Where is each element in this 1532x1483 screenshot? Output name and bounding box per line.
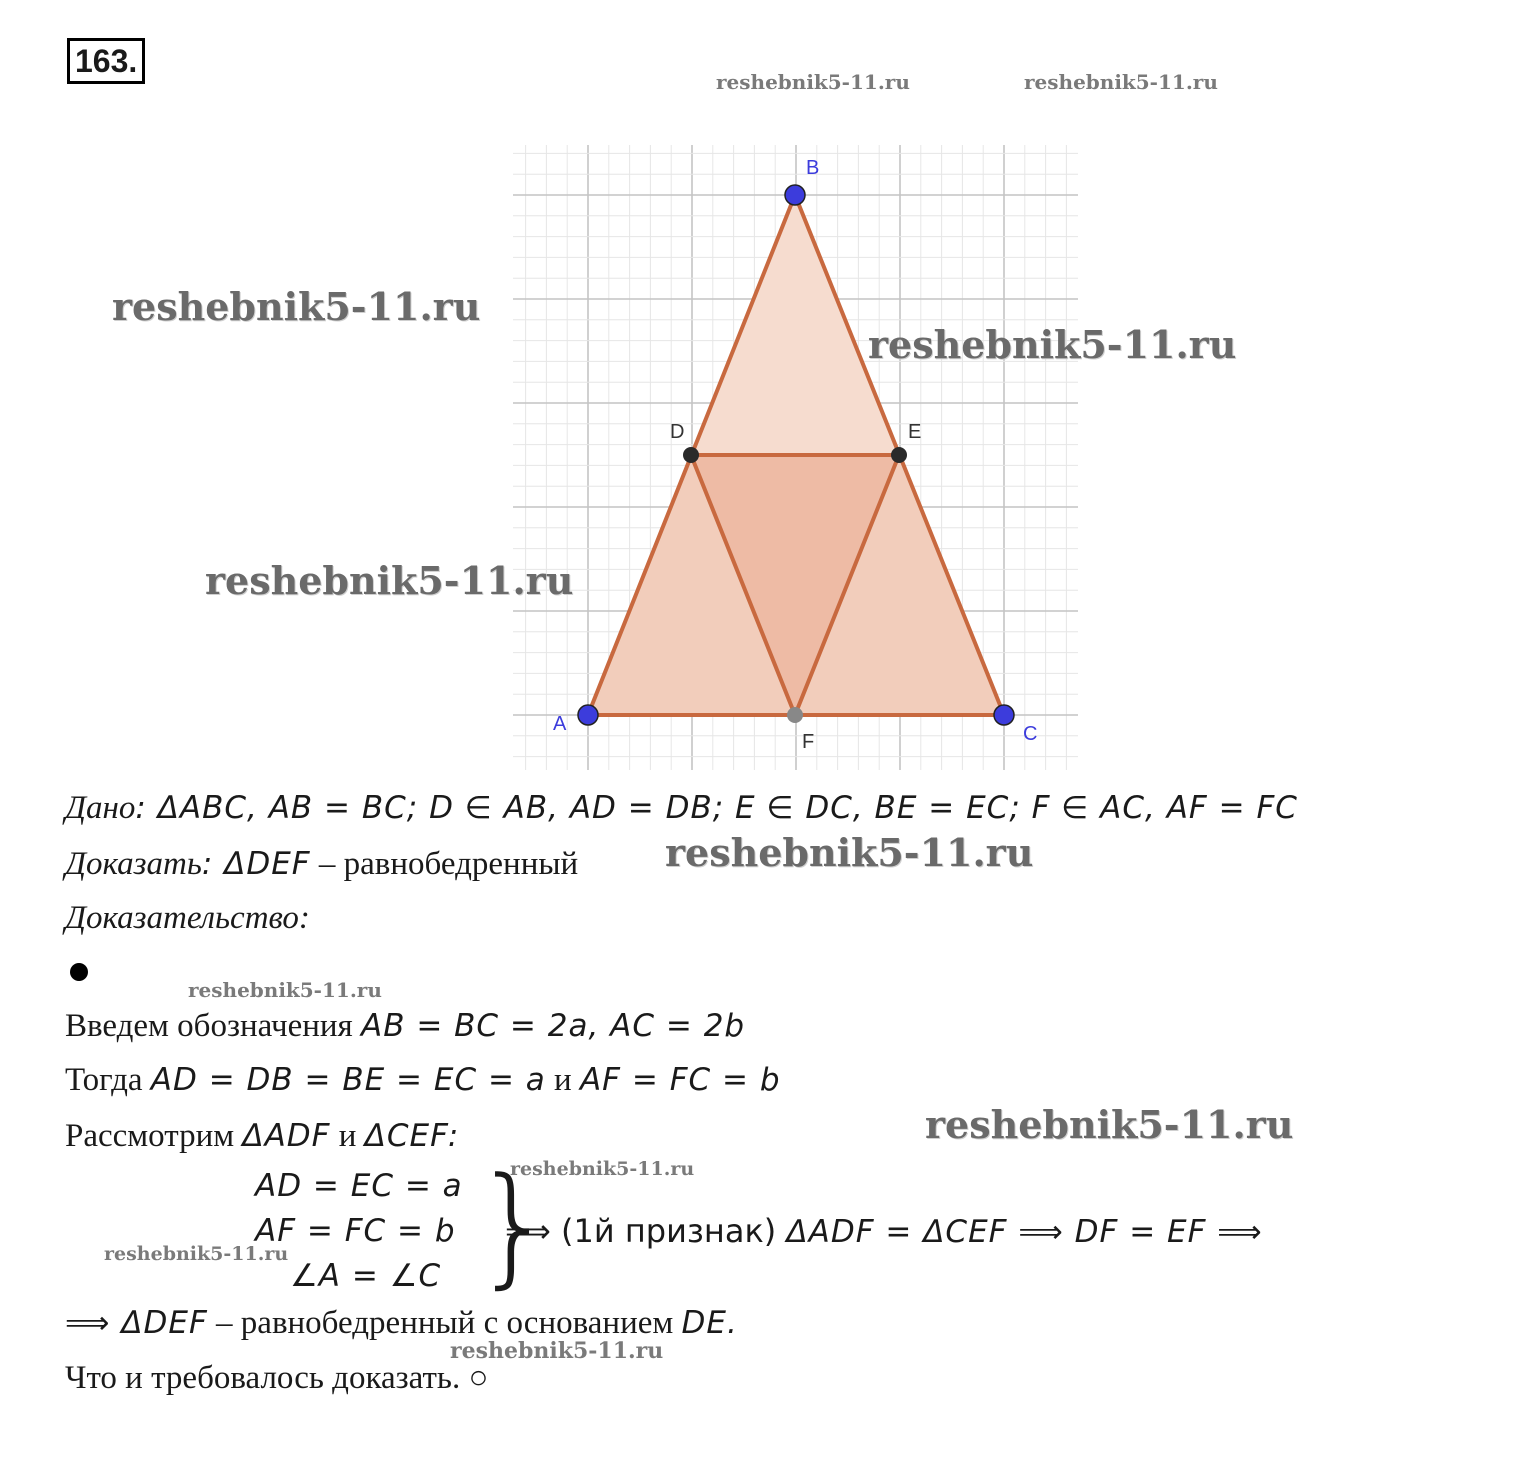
system-row-2: AF = FC = b xyxy=(255,1213,456,1249)
system-result-text: ⟹ (1й признак) xyxy=(505,1212,787,1250)
consider-text: Рассмотрим xyxy=(65,1118,243,1154)
system-result xyxy=(505,1212,1263,1250)
conclusion-math-1: ⟹ ΔDEF xyxy=(65,1305,208,1341)
vertex-b xyxy=(785,185,805,205)
watermark: reshebnik5-11.ru xyxy=(112,284,481,329)
prove-line xyxy=(65,846,578,883)
notation-math: AB = BC = 2a, AC = 2b xyxy=(361,1008,746,1044)
watermark: reshebnik5-11.ru xyxy=(205,558,574,603)
conclusion-math-2: DE. xyxy=(681,1305,738,1341)
consider-line xyxy=(65,1118,459,1155)
end-line: Что и требовалось доказать. ○ xyxy=(65,1360,489,1396)
label-c: C xyxy=(1023,723,1038,745)
watermark: reshebnik5-11.ru xyxy=(716,70,910,94)
bullet xyxy=(70,963,88,981)
consider-math-2: ΔCEF: xyxy=(364,1118,460,1154)
label-b: B xyxy=(806,157,820,179)
notation-text: Введем обозначения xyxy=(65,1008,361,1044)
watermark: reshebnik5-11.ru xyxy=(450,1338,664,1364)
point-e xyxy=(891,447,907,463)
system-row-3: ∠A = ∠C xyxy=(290,1258,442,1294)
watermark: reshebnik5-11.ru xyxy=(1024,70,1218,94)
given-text: : ΔABC, AB = BC; D ∈ AB, AD = DB; E ∈ DC, BE = EC; F ∈ AC, AF = FC xyxy=(135,790,1298,826)
conclusion-text: – равнобедренный с основанием xyxy=(207,1305,682,1341)
vertex-a xyxy=(578,705,598,725)
right-brace: } xyxy=(473,1149,556,1301)
given-label: Дано xyxy=(65,790,136,826)
then-math-2: AF = FC = b xyxy=(579,1062,781,1098)
point-f xyxy=(787,707,803,723)
consider-and: и xyxy=(330,1118,365,1154)
then-line xyxy=(65,1062,781,1099)
conclusion-line xyxy=(65,1305,738,1342)
given-line xyxy=(65,790,1298,827)
consider-math-1: ΔADF xyxy=(242,1118,331,1154)
label-e: E xyxy=(908,421,922,443)
watermark: reshebnik5-11.ru xyxy=(104,1243,289,1265)
watermark: reshebnik5-11.ru xyxy=(925,1102,1294,1147)
system-result-math: ΔADF = ΔCEF ⟹ DF = EF ⟹ xyxy=(786,1214,1263,1250)
problem-number: 163. xyxy=(67,38,145,84)
label-f: F xyxy=(802,731,815,753)
watermark: reshebnik5-11.ru xyxy=(868,322,1237,367)
watermark: reshebnik5-11.ru xyxy=(665,830,1034,875)
watermark: reshebnik5-11.ru xyxy=(510,1158,695,1180)
prove-text: – равнобедренный xyxy=(310,846,579,882)
system-row-1: AD = EC = a xyxy=(255,1168,463,1204)
label-a: A xyxy=(553,713,567,735)
proof-label: Доказательство: xyxy=(65,900,310,936)
triangle-figure xyxy=(508,140,1088,780)
prove-math: : ΔDEF xyxy=(201,846,311,882)
vertex-c xyxy=(994,705,1014,725)
label-d: D xyxy=(670,421,685,443)
prove-label: Доказать xyxy=(65,846,202,882)
watermark: reshebnik5-11.ru xyxy=(188,978,382,1002)
then-math-1: AD = DB = BE = EC = a xyxy=(150,1062,546,1098)
point-d xyxy=(683,447,699,463)
then-and: и xyxy=(545,1062,580,1098)
notation-line xyxy=(65,1008,745,1045)
then-text: Тогда xyxy=(65,1062,151,1098)
